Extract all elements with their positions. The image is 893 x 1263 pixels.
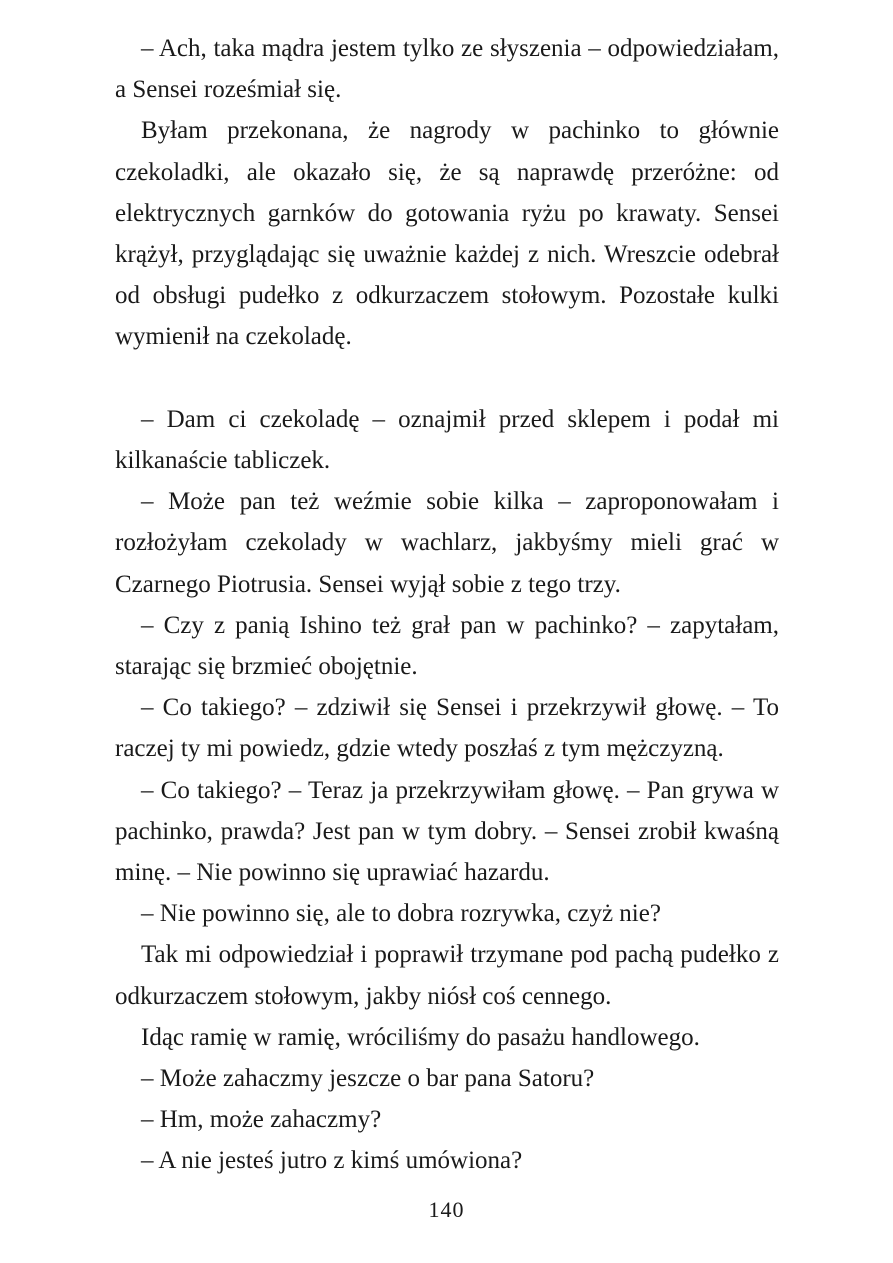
paragraph: – Nie powinno się, ale to dobra rozrywka, czyż nie? (141, 900, 661, 928)
paragraph: – A nie jesteś jutro z kimś umówiona? (141, 1147, 523, 1175)
paragraph: – Czy z panią Ishino też grał pan w pachinko? – zapytałam, starając się brzmieć obojętnie. (115, 611, 779, 681)
paragraph: – Może zahaczmy jeszcze o bar pana Satoru? (141, 1065, 595, 1093)
paragraph: – Dam ci czekoladę – oznajmił przed sklepem i podał mi kilkanaście tabliczek. (115, 405, 779, 475)
paragraph: – Ach, taka mądra jestem tylko ze słyszenia – odpowiedziałam, a Sensei roześmiał się. (115, 35, 779, 104)
paragraph: Idąc ramię w ramię, wróciliśmy do pasażu handlowego. (141, 1023, 700, 1051)
paragraph: Tak mi odpowiedział i poprawił trzymane pod pachą pudełko z odkurzaczem stołowym, jakby niósł coś cennego. (115, 941, 779, 1010)
paragraph: – Może pan też weźmie sobie kilka – zaproponowałam i rozłożyłam czekolady w wachlarz, jakbyśmy mieli grać w Czarnego Piotrusia. Sensei wyjął sobie z tego trzy. (115, 488, 779, 598)
paragraph: – Hm, może zahaczmy? (141, 1106, 382, 1134)
paragraph: Byłam przekonana, że nagrody w pachinko to głównie czekoladki, ale okazało się, że są naprawdę przeróżne: od elektrycznych garnków do gotowania ryżu po krawaty. Sensei krążył, przyglądając się uważnie każdej z nich. Wreszcie odebrał od obsługi pudełko z odkurzaczem stołowym. Pozostałe kulki wymienił na czekoladę. (115, 117, 779, 351)
paragraph: – Co takiego? – Teraz ja przekrzywiłam głowę. – Pan grywa w pachinko, prawda? Jest pan w tym dobry. – Sensei zrobił kwaśną minę. – Nie powinno się uprawiać hazardu. (115, 776, 779, 887)
page-number: 140 (428, 1197, 465, 1222)
page-body-text (115, 28, 779, 1182)
paragraph: – Co takiego? – zdziwił się Sensei i przekrzywił głowę. – To raczej ty mi powiedz, gdzie wtedy poszłaś z tym mężczyzną. (115, 694, 779, 763)
